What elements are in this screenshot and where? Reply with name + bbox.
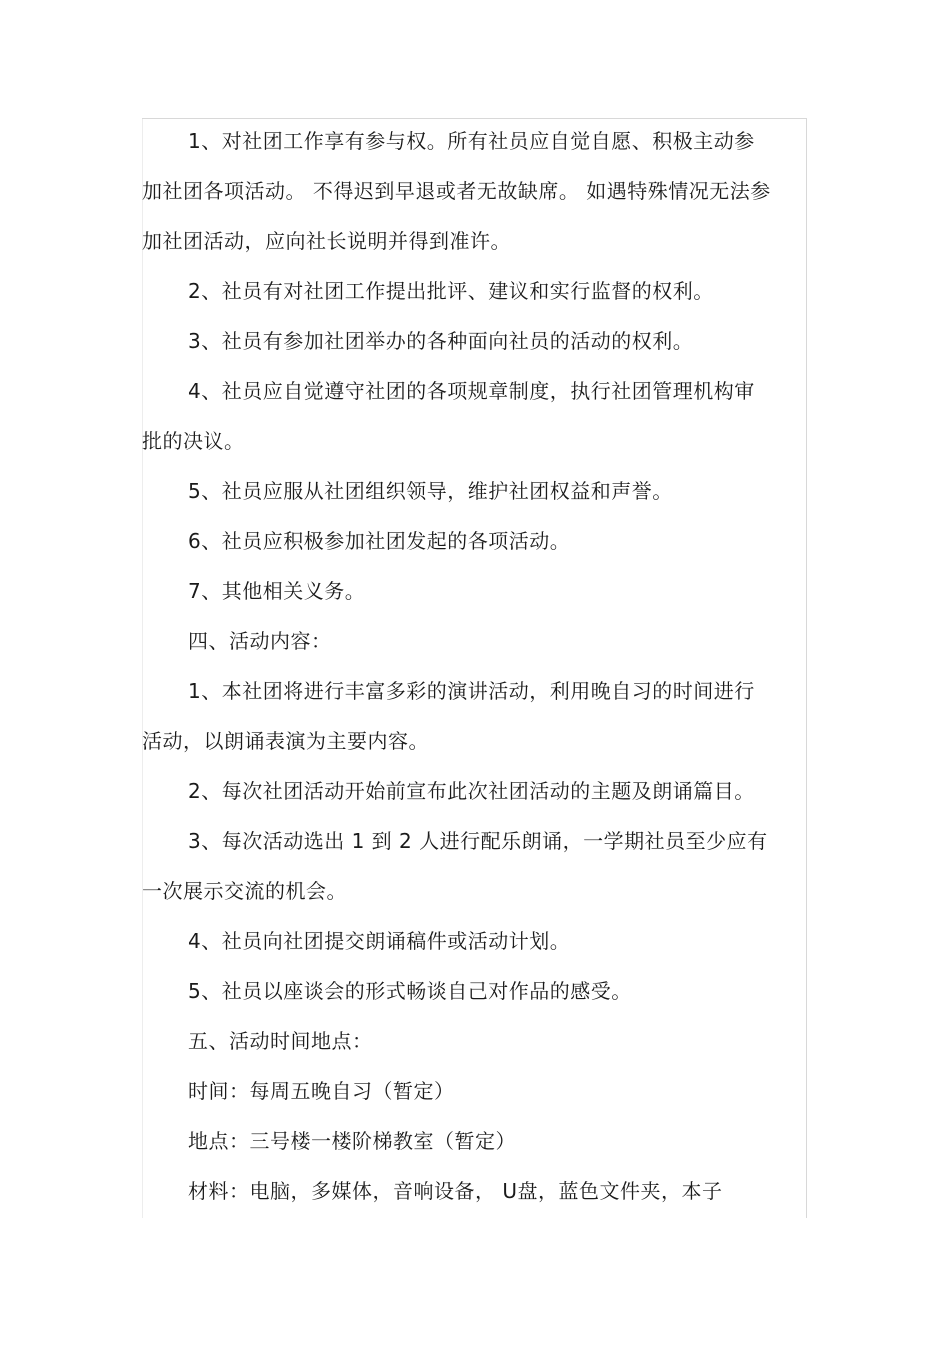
text-line: 7、其他相关义务。 [188,579,366,603]
text-line: 材料：电脑，多媒体，音响设备， U盘，蓝色文件夹，本子 [188,1179,723,1203]
text-line: 活动，以朗诵表演为主要内容。 [142,729,429,753]
text-line: 一次展示交流的机会。 [142,879,347,903]
text-line: 1、对社团工作享有参与权。所有社员应自觉自愿、积极主动参 [188,129,755,153]
text-line: 3、社员有参加社团举办的各种面向社员的活动的权利。 [188,329,694,353]
text-line: 3、每次活动选出 1 到 2 人进行配乐朗诵，一学期社员至少应有 [188,829,768,853]
text-line: 批的决议。 [142,429,245,453]
section-heading: 五、活动时间地点： [188,1029,373,1053]
text-line: 5、社员应服从社团组织领导，维护社团权益和声誉。 [188,479,673,503]
text-line: 4、社员向社团提交朗诵稿件或活动计划。 [188,929,571,953]
text-line: 地点：三号楼一楼阶梯教室（暂定） [188,1129,516,1153]
text-line: 时间：每周五晚自习（暂定） [188,1079,455,1103]
document-body [142,116,802,1216]
text-line: 4、社员应自觉遵守社团的各项规章制度，执行社团管理机构审 [188,379,755,403]
text-line: 2、社员有对社团工作提出批评、建议和实行监督的权利。 [188,279,714,303]
text-line: 加社团活动，应向社长说明并得到准许。 [142,229,511,253]
text-line: 1、本社团将进行丰富多彩的演讲活动，利用晚自习的时间进行 [188,679,755,703]
text-line: 6、社员应积极参加社团发起的各项活动。 [188,529,571,553]
text-line: 5、社员以座谈会的形式畅谈自己对作品的感受。 [188,979,632,1003]
text-line: 2、每次社团活动开始前宣布此次社团活动的主题及朗诵篇目。 [188,779,755,803]
text-line: 加社团各项活动。 不得迟到早退或者无故缺席。 如遇特殊情况无法参 [142,179,771,203]
section-heading: 四、活动内容： [188,629,332,653]
